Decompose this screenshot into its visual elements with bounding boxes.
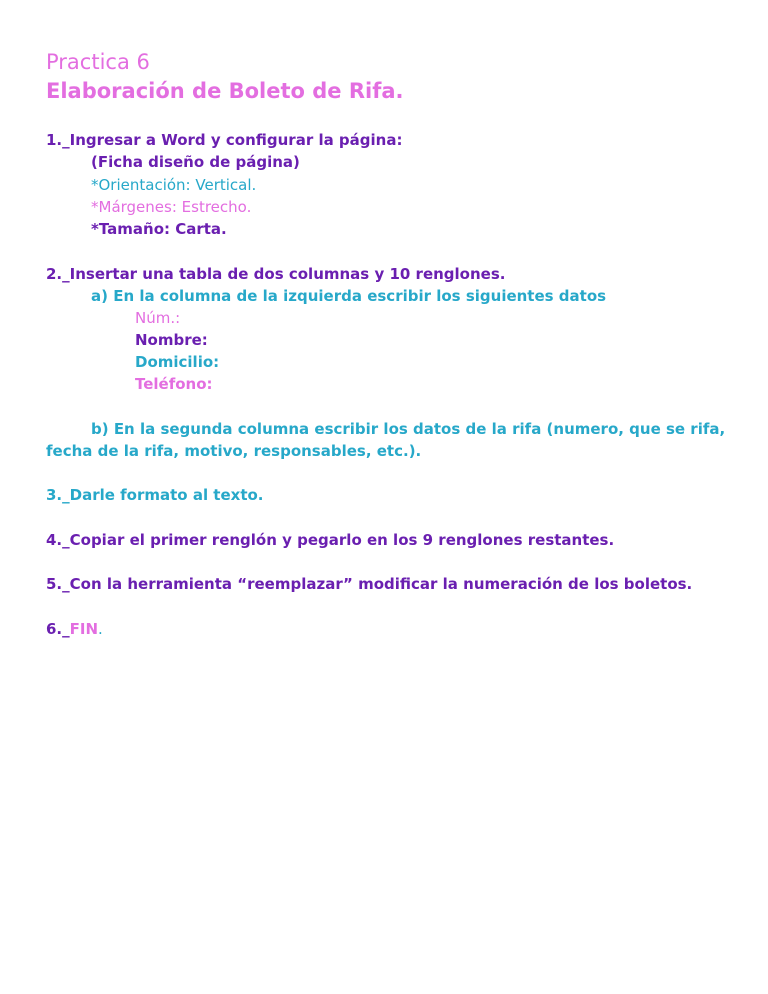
step-6	[46, 619, 103, 639]
document-title: Elaboración de Boleto de Rifa.	[46, 79, 404, 103]
document-title-practice-number: Practica 6	[46, 50, 150, 74]
field-label-num: Núm.:	[135, 309, 181, 327]
step-1-orientation: *Orientación: Vertical.	[91, 176, 257, 194]
step-1-subtitle: (Ficha diseño de página)	[91, 153, 300, 171]
step-2-heading: 2._Insertar una tabla de dos columnas y 10 renglones.	[46, 265, 506, 283]
step-2-item-b-line1: b) En la segunda columna escribir los datos de la rifa (numero, que se rifa,	[91, 420, 726, 438]
step-6-dot: .	[98, 620, 103, 638]
step-1-size: *Tamaño: Carta.	[91, 220, 227, 238]
step-2-item-a: a) En la columna de la izquierda escribir los siguientes datos	[91, 287, 607, 305]
field-label-name: Nombre:	[135, 331, 208, 349]
step-3: 3._Darle formato al texto.	[46, 486, 264, 504]
step-5: 5._Con la herramienta “reemplazar” modificar la numeración de los boletos.	[46, 575, 693, 593]
step-6-prefix: 6._	[46, 620, 70, 638]
step-1-heading: 1._Ingresar a Word y configurar la página:	[46, 131, 403, 149]
field-label-address: Domicilio:	[135, 353, 220, 371]
step-2-item-b-line2: fecha de la rifa, motivo, responsables, etc.).	[46, 442, 422, 460]
step-6-fin: FIN	[69, 620, 99, 638]
step-1-margins: *Márgenes: Estrecho.	[91, 198, 252, 216]
field-label-phone: Teléfono:	[135, 375, 213, 393]
step-4: 4._Copiar el primer renglón y pegarlo en los 9 renglones restantes.	[46, 531, 615, 549]
